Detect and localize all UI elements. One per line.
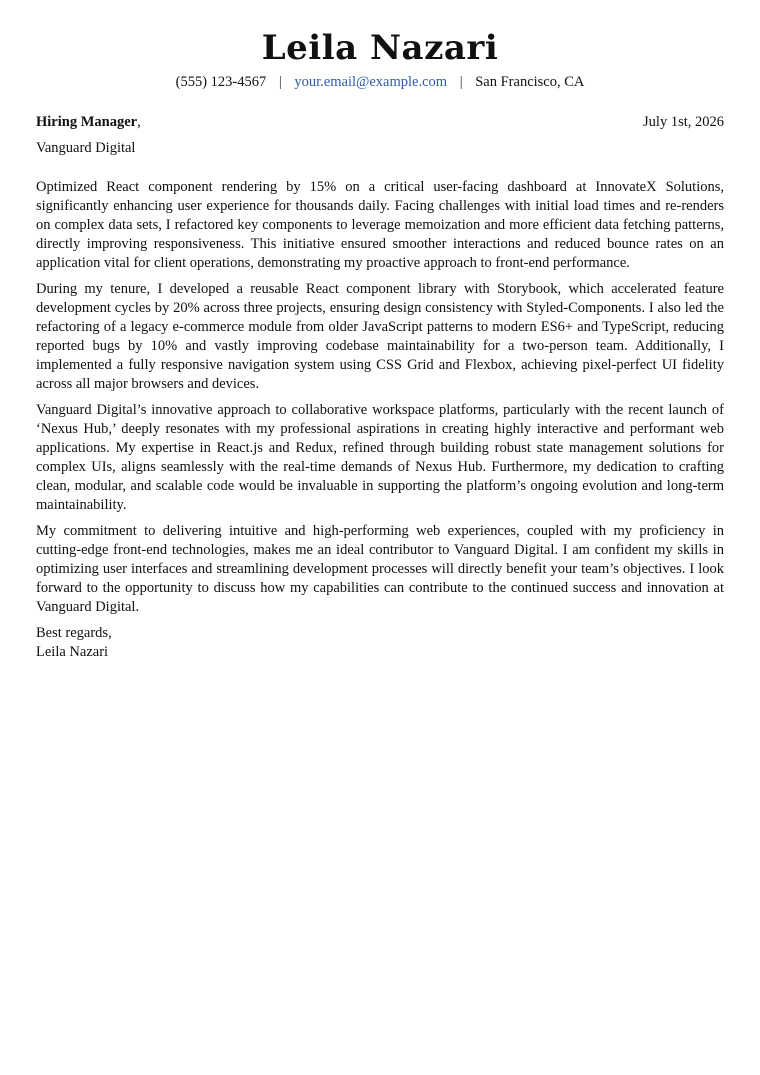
signature-name: Leila Nazari xyxy=(36,644,109,661)
letter-date: July 1st, 2026 xyxy=(643,114,724,130)
body-paragraph: Vanguard Digital’s innovative approach to collaborative workspace platforms, particularly with the recent launch of ‘Nexus Hub,’ deeply resonates with my professional aspirations in creating highly interactive and performant web applications. My expertise in React.js and Redux, refined through building robust state management solutions for complex UIs, aligns seamlessly with the real-time demands of Nexus Hub. Furthermore, my dedication to crafting clean, modular, and scalable code would be invaluable in supporting the platform’s ongoing evolution and long-term maintainability. xyxy=(36,401,724,513)
recipient-title-wrap xyxy=(36,112,141,132)
email-link[interactable]: your.email@example.com xyxy=(294,74,448,90)
recipient-company: Vanguard Digital xyxy=(36,140,136,156)
recipient-row xyxy=(36,112,724,132)
closing-salutation: Best regards, xyxy=(36,625,112,642)
recipient-title-comma: , xyxy=(137,114,141,130)
body-paragraph: My commitment to delivering intuitive and high-performing web experiences, coupled with my proficiency in cutting-edge front-end technologies, makes me an ideal contributor to Vanguard Digital. I am confident my skills in optimizing user interfaces and streamlining development processes will directly benefit your team’s objectives. I look forward to the opportunity to discuss how my capabilities can contribute to the continued success and innovation at Vanguard Digital. xyxy=(36,522,724,615)
contact-line xyxy=(36,72,724,92)
location: San Francisco, CA xyxy=(475,74,585,90)
letter-body xyxy=(36,178,724,616)
recipient-title: Hiring Manager xyxy=(36,114,138,130)
letter-closing xyxy=(36,624,724,662)
body-paragraph: During my tenure, I developed a reusable React component library with Storybook, which accelerated feature development cycles by 20% across three projects, ensuring design consistency with Styled-Components. I also led the refactoring of a legacy e-commerce module from older JavaScript patterns to modern ES6+ and TypeScript, reducing reported bugs by 10% and vastly improving codebase maintainability for a two-person team. Additionally, I implemented a fully responsive navigation system using CSS Grid and Flexbox, achieving pixel-perfect UI fidelity across all major browsers and devices. xyxy=(36,281,724,392)
body-paragraph: Optimized React component rendering by 15% on a critical user-facing dashboard at InnovateX Solutions, significantly enhancing user experience for thousands daily. Facing challenges with initial load times and re-renders on complex data sets, I refactored key components to leverage memoization and more efficient data fetching patterns, directly improving responsiveness. This initiative ensured smoother interactions and reduced bounce rates on an application vital for client operations, demonstrating my proactive approach to front-end performance. xyxy=(36,179,724,271)
contact-separator: | xyxy=(459,74,463,90)
applicant-name: Leila Nazari xyxy=(261,28,499,68)
contact-separator: | xyxy=(278,74,282,90)
phone-number: (555) 123-4567 xyxy=(175,74,267,90)
